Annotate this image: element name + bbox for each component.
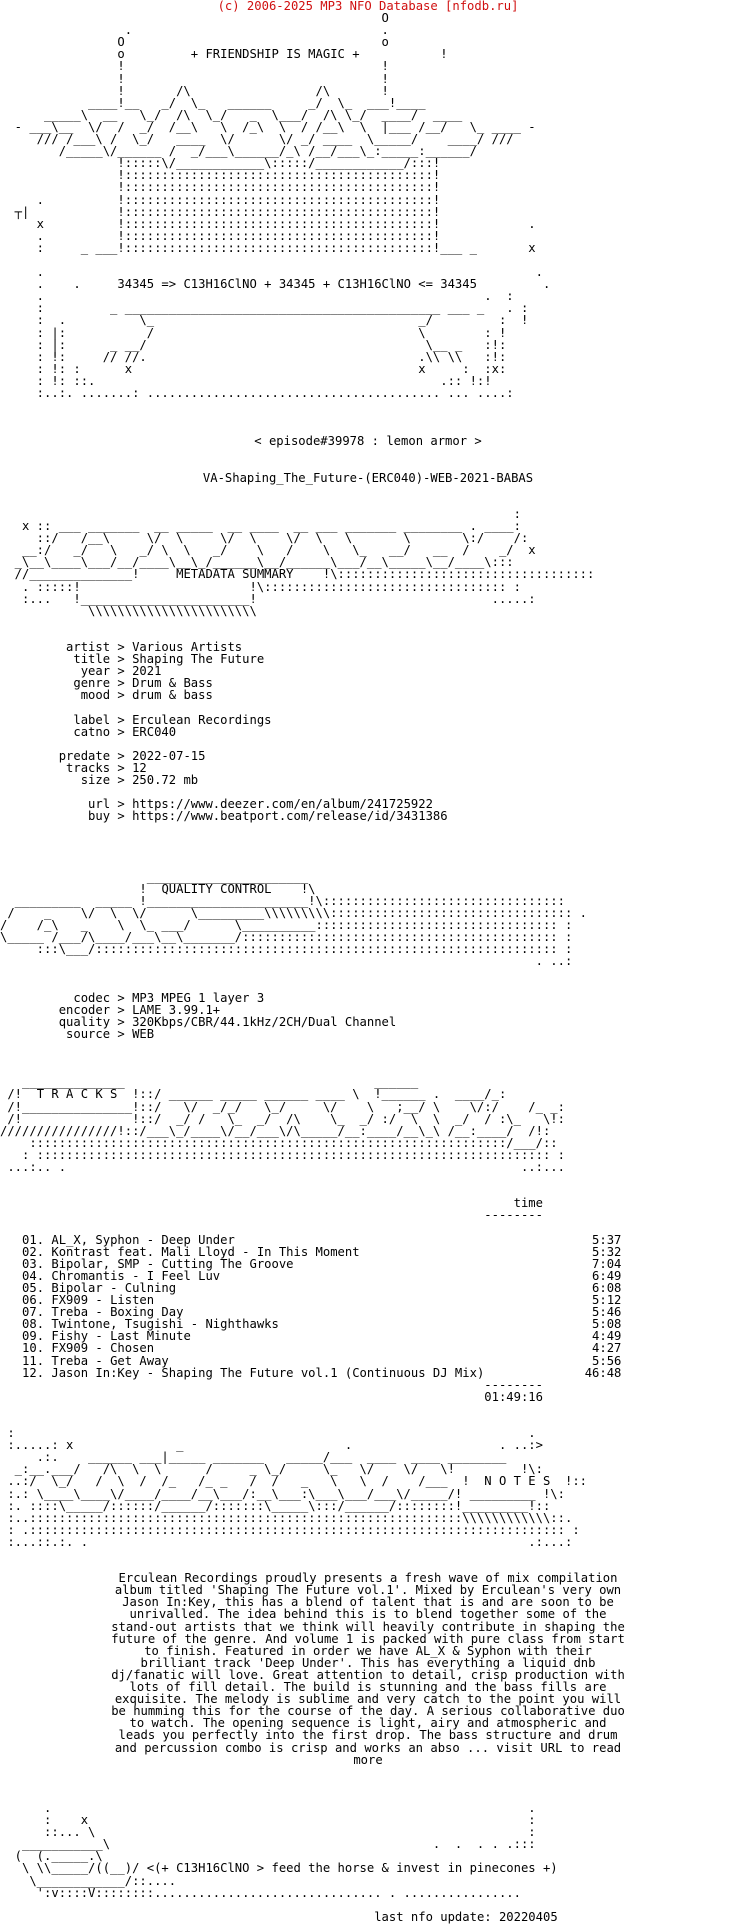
ascii-art-line: __:/ _/ \ _/ \ \ _/ \ / \ \_ __/ __ / _/ x [0, 543, 536, 558]
ascii-art-line [0, 1403, 736, 1415]
ascii-art-fragment: !::/ ______ _____ ______ ____ \ !______ . ____/_: [117, 1087, 507, 1102]
track-title: Twintone, Tsugishi - Nighthawks [51, 1317, 279, 1332]
track-row [0, 1342, 736, 1354]
track-title: Jason In:Key - Shaping The Future vol.1 (Continuous DJ Mix) [51, 1365, 485, 1380]
ascii-art-line [0, 834, 736, 846]
notes-line: be humming this for the course of the day. A serious collaborative duo [111, 1704, 625, 1719]
ascii-art-line: /_____\/______ / _/___\______/_\ /__/___\_:_____:______/ [0, 144, 477, 159]
ascii-art-line: !::::::::::::::::::::::::::::::::::::::::::! [0, 168, 441, 183]
notes-section-title: N O T E S [484, 1474, 551, 1489]
ascii-art-line [0, 859, 736, 871]
spacer [0, 1390, 484, 1404]
track-time: 4:49 [592, 1329, 622, 1344]
ascii-art-line: _\__\____\___/__/____\__\_/______\__/______\___/__\_____\__/____\::: [0, 555, 514, 570]
track-time: 6:49 [592, 1268, 622, 1283]
ascii-art-fragment: //______________! [0, 567, 177, 582]
ascii-art-line: . !::::::::::::::::::::::::::::::::::::::::::! [0, 192, 441, 207]
quality-value: 320Kbps/CBR/44.1kHz/2CH/Dual Channel [132, 1014, 397, 1029]
spacer [0, 1910, 374, 1924]
metadata-key: predate > [0, 748, 133, 763]
track-number: 10. [22, 1341, 45, 1356]
notes-line: dj/fanatic will love. Great attention to detail, crisp production with [111, 1667, 625, 1682]
ascii-art-line [0, 968, 736, 980]
ascii-art-line: : .::::::::::::::::::::::::::::::::::::::::::::::::::::::::::::::::::::::::: : [0, 1522, 580, 1537]
track-time: 5:46 [592, 1305, 622, 1320]
ascii-art-line: ! ! [0, 59, 389, 74]
notes-line: album titled 'Shaping The Future vol.1'. Mixed by Erculean's very own [114, 1583, 622, 1598]
metadata-list [0, 641, 736, 822]
ascii-art-line: . !::::::::::::::::::::::::::::::::::::::::::! [0, 228, 441, 243]
ascii-art-line: : [0, 506, 521, 521]
track-number: 11. [22, 1353, 45, 1368]
metadata-key: tracks > [0, 760, 133, 775]
metadata-key: url > [0, 797, 133, 812]
track-number: 12. [22, 1365, 45, 1380]
footer-slogan-row [0, 1862, 736, 1874]
notes-line: Erculean Recordings proudly presents a fresh wave of mix compilation [118, 1571, 618, 1586]
album-url-link[interactable]: https://www.deezer.com/en/album/241725922 [132, 797, 433, 812]
metadata-key: genre > [0, 676, 133, 691]
ascii-art-line: :...::.:. . .:...: [0, 1534, 573, 1549]
ascii-art-line: -------- [0, 1208, 543, 1223]
ascii-art-line: !::::::::::::::::::::::::::::::::::::::::::! [0, 180, 441, 195]
ascii-art-line: :.: \____\____\/____/____/__\___/:__\___:\___\___/___\/_____/! _________ !\: [0, 1486, 565, 1501]
track-title: AL_X, Syphon - Deep Under [51, 1232, 235, 1247]
tracks-section-header [0, 1088, 736, 1100]
tracks-section-title: T R A C K S [36, 1087, 118, 1102]
ascii-art-line: : . \_ _/ : ! [0, 313, 529, 328]
quality-key: codec > [0, 990, 133, 1005]
banner-motto: + FRIENDSHIP IS MAGIC + [190, 47, 360, 62]
ascii-art-fragment: ! [0, 881, 162, 896]
ascii-art-line: ┬| !::::::::::::::::::::::::::::::::::::::::::! [0, 204, 441, 219]
ascii-art-line: ::... \ : [0, 1825, 536, 1840]
quality-row [0, 1028, 736, 1040]
metadata-value: Shaping The Future [132, 652, 265, 667]
metadata-key: year > [0, 664, 133, 679]
ascii-art-line [0, 822, 736, 834]
track-number: 08. [22, 1317, 45, 1332]
notes-line: stand-out artists that we think will heavily contribute in shaping the [111, 1619, 625, 1634]
ascii-art-line: O o [0, 35, 389, 50]
notes-line: to finish. Featured in order we have AL_X & Syphon with their [144, 1643, 592, 1658]
track-title: FX909 - Listen [51, 1293, 155, 1308]
metadata-value: 2022-07-15 [132, 748, 206, 763]
track-time: 46:48 [584, 1365, 622, 1380]
ascii-art-line: : !: : x x : :x: [0, 361, 507, 376]
track-row [0, 1355, 736, 1367]
notes-line: Jason In:Key, this has a blend of talent that is and are soon to be [122, 1595, 614, 1610]
quality-key: source > [0, 1026, 133, 1041]
track-row [0, 1234, 736, 1246]
footer-slogan: <(+ C13H16ClNO > feed the horse & invest in pinecones +) [146, 1861, 558, 1876]
ascii-art-line: _________ _____ !______________________!\::::::::::::::::::::::::::::::::: [0, 893, 565, 908]
ascii-art-line [0, 1040, 736, 1052]
metadata-row [0, 810, 736, 822]
ascii-art-line: . ..: [0, 954, 573, 969]
ascii-art-line: x :: ___ _______ __ _____ __ ____ __ ___ _______ ________ . ____: [0, 519, 521, 534]
track-number: 03. [22, 1256, 45, 1271]
ascii-art-line [0, 1221, 736, 1233]
notes-line: brilliant track 'Deep Under'. This has everything a liquid dnb [140, 1655, 596, 1670]
ascii-art-line: :::\___/::::::::::::::::::::::::::::::::::::::::::::::::::::::::::::::: : [0, 942, 573, 957]
ascii-art-line [0, 484, 736, 496]
ascii-art-line: ___________\ . . . . .::: [0, 1837, 536, 1852]
buy-url-link[interactable]: https://www.beatport.com/release/id/3431386 [132, 809, 448, 824]
ascii-art-line: \_____ /___/\____/___\__\_______/::::::::::::::::::::::::::::::::::::::::::: : [0, 930, 573, 945]
metadata-key: artist > [0, 639, 133, 654]
metadata-section-title: METADATA SUMMARY [176, 567, 294, 582]
ascii-art-line [0, 460, 736, 472]
ascii-art-line [0, 1173, 736, 1185]
track-row [0, 1367, 736, 1379]
ascii-art-line [0, 1052, 736, 1064]
ascii-art-fragment: !:: [550, 1474, 588, 1489]
track-time: 5:37 [592, 1232, 622, 1247]
ascii-art-line [0, 1766, 736, 1778]
track-time: 6:08 [592, 1280, 622, 1295]
notes-body [0, 1572, 736, 1766]
ascii-art-line: : !: ::. .:: !:! [0, 373, 492, 388]
ascii-art-line: /!_______________!::/ \/ _/_/ \_/ \/ \ ;__/ \ \/:/ /_ _: [0, 1099, 565, 1114]
ascii-art-line: :::::::::::::::::::::::::::::::::::::::::::::::::::::::::::::::::/___/:: [0, 1135, 558, 1150]
track-number: 04. [22, 1268, 45, 1283]
ascii-art-line: \\\\\\\\\\\\\\\\\\\\\\\ [0, 603, 257, 618]
metadata-row [0, 774, 736, 786]
quality-value: WEB [132, 1026, 155, 1041]
ascii-art-line [0, 847, 736, 859]
ascii-art-line: x !::::::::::::::::::::::::::::::::::::::::::! . [0, 216, 536, 231]
last-update-row [0, 1911, 736, 1923]
ascii-art-line [0, 1548, 736, 1560]
metadata-value: Erculean Recordings [132, 712, 272, 727]
track-title: Fishy - Last Minute [51, 1329, 191, 1344]
metadata-key: title > [0, 652, 133, 667]
ascii-art-line: .:. ______ ___|_____ _______ _____/___ ____ ____ ________ [0, 1450, 507, 1465]
track-title: FX909 - Chosen [51, 1341, 155, 1356]
formula-line: 34345 => C13H16ClNO + 34345 + C13H16ClNO <= 34345 [117, 277, 477, 292]
metadata-value: Drum & Bass [132, 676, 213, 691]
ascii-art-line [0, 411, 736, 423]
ascii-art-line: -------- [0, 1377, 543, 1392]
ascii-art-fragment: !\ [271, 881, 316, 896]
track-number: 05. [22, 1280, 45, 1295]
tracks-time-header: time [513, 1196, 543, 1211]
ascii-art-line: /! !::/ _/ / \_ _/ /\ \_ _/ :/ \ \ _/ / :\_ \!: [0, 1111, 565, 1126]
quality-value: LAME 3.99.1+ [132, 1002, 221, 1017]
quality-value: MP3 MPEG 1 layer 3 [132, 990, 265, 1005]
ascii-art-line: . . [0, 23, 389, 38]
track-time: 5:56 [592, 1353, 622, 1368]
ascii-art-line: ! /\ /\ ! [0, 83, 389, 98]
notes-line: exquisite. The melody is sublime and very catch to the point you will [114, 1692, 622, 1707]
metadata-key: catno > [0, 724, 133, 739]
quality-key: quality > [0, 1014, 133, 1029]
notes-line: and percussion combo is crisp and works an abso ... visit URL to read [114, 1740, 622, 1755]
ascii-art-line: :..:. .......: ........................................ ... ....: [0, 386, 514, 400]
ascii-art-line [0, 617, 736, 629]
track-title: Treba - Get Away [51, 1353, 169, 1368]
metadata-section-header [0, 568, 736, 580]
track-time: 5:32 [592, 1244, 622, 1259]
track-number: 02. [22, 1244, 45, 1259]
ascii-art-fragment: ! [359, 47, 448, 62]
notes-line: to watch. The opening sequence is light, airy and atmospheric and [129, 1716, 607, 1731]
track-number: 07. [22, 1305, 45, 1320]
ascii-art-line: _:__.___/ /\ \ \ / _ \_/ \_ \/ \/ \! !\: [0, 1462, 543, 1477]
quality-key: encoder > [0, 1002, 133, 1017]
metadata-row [0, 689, 736, 701]
episode-label: < episode#39978 : lemon armor > [254, 434, 482, 449]
metadata-key: size > [0, 773, 133, 787]
ascii-art-line: : . [0, 1426, 536, 1441]
ascii-art-line: : :::::::::::::::::::::::::::::::::::::::::::::::::::::::::::::::::::::: : [0, 1147, 565, 1162]
tracks-total-row [0, 1391, 736, 1403]
track-title: Treba - Boxing Day [51, 1305, 184, 1320]
track-time: 7:04 [592, 1256, 622, 1271]
ascii-art-line: ____!__ _/ \_ ______ _/ \_ ___!____ [0, 95, 426, 110]
quality-list [0, 992, 736, 1040]
track-time: 5:12 [592, 1293, 622, 1308]
ascii-art-line: . . [0, 265, 543, 280]
quality-section-title: QUALITY CONTROL [161, 881, 272, 896]
ascii-art-fragment: o [0, 47, 191, 62]
ascii-art-line: /// /___\ / \_/ ____ \/ \/ _/ ____ \_____/ ____/ /// [0, 132, 514, 147]
tracks-total: 01:49:16 [484, 1389, 543, 1404]
track-title: Bipolar - Culning [51, 1280, 177, 1295]
ascii-art-fragment: ..:/ \_/ / \ / /_ /_ _ / / _ \ \ / /___ ! [0, 1474, 485, 1489]
track-title: Chromantis - I Feel Luv [51, 1268, 221, 1283]
ascii-art-line: / /_\ _ \ \_ ___/ \__________::::::::::::::::::::::::::::::::: : [0, 918, 573, 933]
track-time: 5:08 [592, 1317, 622, 1332]
ascii-art-line [0, 1778, 736, 1790]
metadata-key: label > [0, 712, 133, 727]
metadata-value: ERC040 [132, 724, 177, 739]
ascii-art-line: . . [0, 1800, 536, 1815]
ascii-art-line: : |: _ __/ \__ _ :!: [0, 337, 507, 352]
ascii-art-line: ////////////////!::/___\_/____\/__/___\/\_____/__:____/__\_\ /__:____/ /!: [0, 1123, 551, 1138]
ascii-art-line: :... !_______________________! .....: [0, 591, 536, 606]
track-row [0, 1246, 736, 1258]
metadata-row [0, 726, 736, 738]
ascii-art-fragment: /! [0, 1087, 37, 1102]
track-number: 06. [22, 1293, 45, 1308]
ascii-art-line: : x : [0, 1813, 536, 1828]
ascii-art-line: : _ ___________________________________________ ___ _ . : [0, 301, 529, 316]
track-title: Kontrast feat. Mali Lloyd - In This Moment [51, 1244, 360, 1259]
ascii-art-line: ( (._____.\ [0, 1849, 103, 1864]
ascii-art-line [0, 399, 736, 411]
ascii-art-fragment: !\::::::::::::::::::::::::::::::::::: [293, 567, 595, 582]
ascii-art-fragment: . . [0, 277, 118, 292]
notes-line: leads you perfectly into the first drop. The bass structure and drum [118, 1728, 618, 1743]
ascii-art-line: . :::::! !\::::::::::::::::::::::::::::::::: : [0, 579, 521, 594]
track-number: 01. [22, 1232, 45, 1247]
track-list [0, 1234, 736, 1379]
track-time: 4:27 [592, 1341, 622, 1356]
ascii-art-fragment: \ \\_____/((__)/ [0, 1861, 147, 1876]
ascii-art-line: : !: // //. .\\ \\ :!: [0, 349, 507, 364]
metadata-key: mood > [0, 688, 133, 703]
ascii-art-line: . . : [0, 289, 514, 304]
ascii-art-line: : _ ___!::::::::::::::::::::::::::::::::::::::::::!___ _ x [0, 240, 536, 255]
ascii-art-line: : |: / \ : ! [0, 325, 507, 340]
metadata-key: buy > [0, 809, 133, 824]
metadata-value: Various Artists [132, 639, 243, 654]
release-name: VA-Shaping_The_Future-(ERC040)-WEB-2021-BABAS [202, 470, 534, 485]
ascii-art-line: ______________________ [0, 869, 309, 884]
metadata-value: 250.72 mb [132, 773, 199, 787]
metadata-value: 2021 [132, 664, 162, 679]
ascii-art-line: / _ \/ \ \/ \_________\\\\\\\\\::::::::::::::::::::::::::::::::: . [0, 906, 587, 921]
notes-line: more [353, 1752, 383, 1767]
ascii-art-line: !:::::\/____________\:::::/____________/:::! [0, 156, 441, 171]
last-update: last nfo update: 20220405 [374, 1909, 558, 1924]
notes-line: lots of fill detail. The build is stunning and the bass fills are [129, 1680, 607, 1695]
track-title: Bipolar, SMP - Cutting The Groove [51, 1256, 294, 1271]
ascii-art-line: ...:.. . ..:... [0, 1160, 565, 1174]
ascii-art-line: ':v::::V::::::::............................... . ................ [0, 1885, 521, 1900]
ascii-art-line: :..:::::::::::::::::::::::::::::::::::::::::::::::::::::::::::\\\\\\\\\\\\::. [0, 1510, 573, 1525]
ascii-art-line: _____\ __ \_/ /\ \_/ _ \___/ /\ \_/ ____/ ____ [0, 107, 463, 122]
notes-section-header [0, 1475, 736, 1487]
ascii-art-line [0, 447, 736, 459]
ascii-art-line: O [0, 11, 389, 26]
ascii-art-fragment: . [476, 277, 551, 292]
ascii-art-line: :. ::::\_____/::::::/______/:::::::\_____\:::/______/::::::::!_________!:: [0, 1498, 551, 1513]
ascii-art-line: ::/ /__\ \/ \ \/ \ \/ \ \ \ \:/ /: [0, 531, 529, 546]
ascii-art-line: :.....: x _ . . ..:> [0, 1438, 543, 1453]
ascii-art-line: ! ! [0, 71, 389, 86]
ascii-art-line: ______________ ______ [0, 1075, 419, 1090]
ascii-art-line: \____________/::.... [0, 1873, 177, 1888]
notes-line: future of the genre. And volume 1 is packed with pure class from start [111, 1631, 625, 1646]
metadata-value: 12 [132, 760, 147, 775]
header-credit: (c) 2006-2025 MP3 NFO Database [nfodb.ru] [217, 0, 519, 13]
notes-line: unrivalled. The idea behind this is to blend together some of the [129, 1607, 607, 1622]
ascii-art-line: - ___\__ \/ / _/ /__\ \ /_\ \ / /__\ \ |___ /__/ \_ ____ - [0, 119, 536, 134]
track-number: 09. [22, 1329, 45, 1344]
metadata-value: drum & bass [132, 688, 213, 703]
